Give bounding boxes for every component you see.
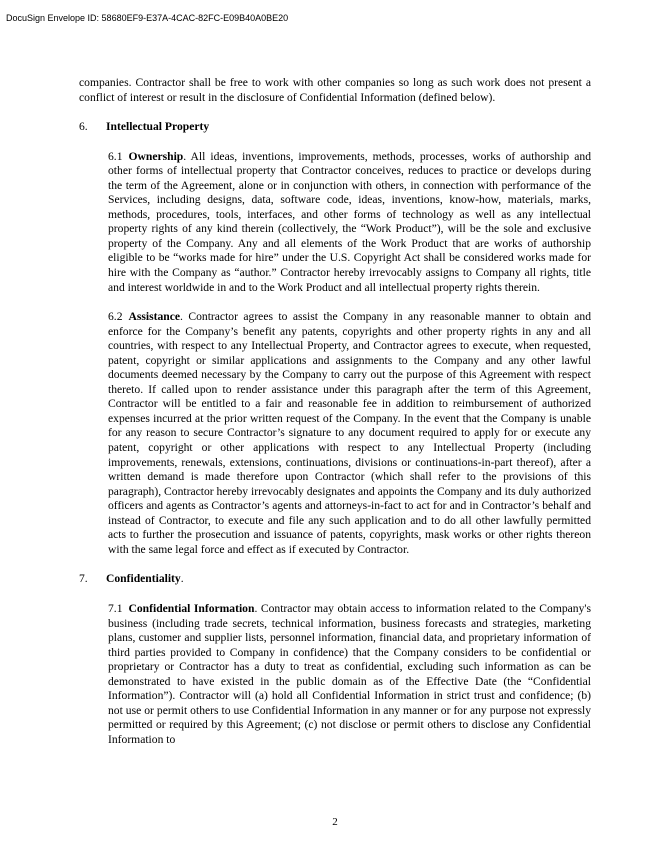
section-6-title: Intellectual Property [106, 120, 210, 134]
section-7-number: 7. [79, 572, 88, 586]
section-6-number: 6. [79, 120, 88, 134]
section-6-2-assistance [79, 310, 591, 557]
section-7-title: Confidentiality [106, 572, 181, 586]
document-body [79, 76, 591, 747]
section-6-2-title: Assistance [128, 310, 181, 324]
section-7-heading [79, 572, 591, 587]
section-6-2-text: . Contractor agrees to assist the Company in any reasonable manner to obtain and enforce for the Company’s benefit any patents, copyrights and other property rights in any and all countries, with respect to any Intellectual Property, and Contractor agrees to execute, when requested, patent, copyright or similar applications and assignments to the Company and any other lawful documents deemed necessary by the Company to carry out the purpose of this Agreement with respect thereto. If called upon to render assistance under this paragraph after the term of this Agreement, Contractor will be entitled to a fair and reasonable fee in addition to reimbursement of authorized expenses incurred at the prior written request of the Company. In the event that the Company is unable for any reason to secure Contractor’s signature to any document required to apply for or execute any patent, copyright or other applications with respect to any Intellectual Property (including improvements, renewals, extensions, continuations, divisions or continuations-in-part thereof), after a written demand is made therefore upon Contractor (which shall refer to the provisions of this paragraph), Contractor hereby irrevocably designates and appoints the Company and its duly authorized officers and agents as Contractor’s agents and attorneys-in-fact to act for and in Contractor’s behalf and instead of Contractor, to execute and file any such application and to do all other lawfully permitted acts to further the prosecution and issuance of patents, copyrights, mask works or other rights thereon with the same legal force and effect as if executed by Contractor. [108, 310, 591, 556]
section-6-1-number: 6.1 [108, 149, 123, 163]
section-7-1-number: 7.1 [108, 601, 123, 615]
section-6-1-ownership [79, 150, 591, 295]
section-6-2-number: 6.2 [108, 310, 123, 324]
intro-paragraph: companies. Contractor shall be free to work with other companies so long as such work does not present a conflict of interest or result in the disclosure of Confidential Information (defined below). [79, 76, 591, 104]
section-7-title-suffix: . [180, 572, 184, 586]
section-7-1-text: . Contractor may obtain access to information related to the Company's business (including trade secrets, technical information, business forecasts and strategies, marketing plans, customer and supplier lists, personnel information, financial data, and proprietary information of third parties provided to Company in confidence) that the Company considers to be confidential or proprietary or Contractor has a duty to treat as confidential, excluding such information as can be demonstrated to have existed in the public domain as of the Effective Date (the “Confidential Information”). Contractor will (a) hold all Confidential Information in strict trust and confidence; (b) not use or permit others to use Confidential Information in any manner or for any purpose not expressly permitted or required by this Agreement; (c) not disclose or permit others to disclose any Confidential Information to [108, 601, 591, 746]
page-number: 2 [332, 816, 338, 828]
docusign-envelope-id: DocuSign Envelope ID: 58680EF9-E37A-4CAC-82FC-E09B40A0BE20 [6, 13, 289, 23]
section-6-heading [79, 120, 591, 135]
section-6-1-title: Ownership [128, 149, 184, 163]
section-7-1-title: Confidential Information [128, 601, 255, 615]
section-7-1-confidential-information [79, 602, 591, 747]
section-6-1-text: . All ideas, inventions, improvements, methods, processes, works of authorship and other forms of intellectual property that Contractor conceives, reduces to practice or develops during the term of the Agreement, alone or in conjunction with others, in connection with performance of the Services, including designs, data, software code, ideas, inventions, know-how, materials, marks, methods, procedures, tools, interfaces, and other forms of technology as well as any intellectual property rights of any kind therein (collectively, the “Work Product”), will be the sole and exclusive property of the Company. Any and all elements of the Work Product that are works of authorship eligible to be “works made for hire” under the U.S. Copyright Act shall be considered works made for hire with the Company as “author.” Contractor hereby irrevocably assigns to Company all rights, title and interest worldwide in and to the Work Product and all intellectual property rights therein. [108, 149, 591, 294]
